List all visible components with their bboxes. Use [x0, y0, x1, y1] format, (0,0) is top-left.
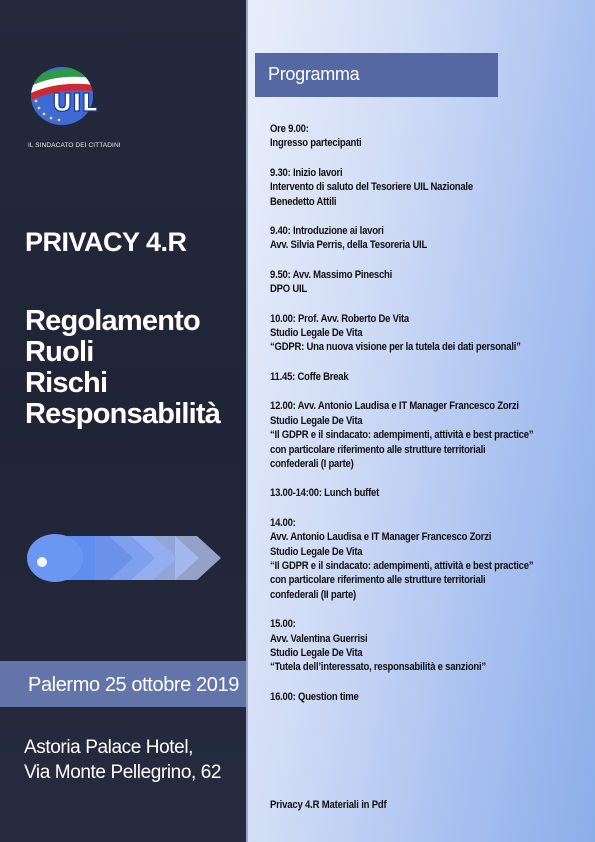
event-subtitle	[25, 306, 220, 430]
schedule-line: Avv. Valentina Guerrisi	[270, 632, 368, 645]
schedule-line: confederali (II parte)	[270, 588, 356, 601]
schedule-line: 16.00: Question time	[270, 690, 359, 703]
schedule-line: 9.30: Inizio lavori	[270, 166, 343, 179]
event-date: Palermo 25 ottobre 2019	[28, 674, 239, 696]
schedule-line: Benedetto Attili	[270, 195, 337, 208]
logo-wordmark: UIL	[52, 88, 98, 117]
venue-line: Astoria Palace Hotel,	[24, 737, 194, 758]
schedule-item	[270, 690, 588, 704]
schedule-line: “Il GDPR e il sindacato: adempimenti, attività e best practice”	[270, 429, 534, 442]
schedule-line: con particolare riferimento alle strutture territoriali	[270, 443, 486, 456]
schedule-line: Ore 9.00:	[270, 123, 309, 135]
materials-link[interactable]: Privacy 4.R Materiali in Pdf	[270, 799, 387, 811]
schedule-line: 14.00:	[270, 516, 296, 529]
subtitle-line: Regolamento	[25, 305, 200, 337]
schedule-item	[270, 312, 588, 355]
schedule-line: 9.50: Avv. Massimo Pineschi	[270, 268, 393, 281]
schedule-item	[270, 224, 588, 253]
schedule-line: 12.00: Avv. Antonio Laudisa e IT Manager Francesco Zorzi	[270, 400, 519, 413]
schedule-line: Studio Legale De Vita	[270, 545, 363, 558]
schedule-line: 15.00:	[270, 618, 296, 631]
event-venue	[24, 735, 221, 785]
schedule-line: Studio Legale De Vita	[270, 327, 363, 340]
schedule-line: DPO UIL	[270, 283, 308, 296]
schedule-line: “GDPR: Una nuova visione per la tutela dei dati personali”	[270, 341, 521, 354]
schedule-line: Avv. Antonio Laudisa e IT Manager Francesco Zorzi	[270, 531, 492, 544]
schedule-item	[270, 617, 588, 675]
logo-tagline: IL SINDACATO DEI CITTADINI	[28, 142, 121, 149]
venue-line: Via Monte Pellegrino, 62	[24, 762, 222, 783]
program-schedule	[270, 122, 588, 719]
subtitle-line: Rischi	[25, 367, 108, 399]
schedule-item	[270, 268, 588, 297]
program-heading: Programma	[268, 64, 360, 84]
schedule-line: Intervento di saluto del Tesoriere UIL Nazionale	[270, 181, 473, 194]
schedule-item	[270, 486, 588, 500]
event-title: PRIVACY 4.R	[25, 227, 187, 257]
schedule-item	[270, 370, 588, 384]
schedule-line: Studio Legale De Vita	[270, 646, 363, 659]
uil-logo	[22, 58, 122, 128]
schedule-line: 10.00: Prof. Avv. Roberto De Vita	[270, 312, 409, 325]
schedule-line: Studio Legale De Vita	[270, 414, 363, 427]
schedule-line: 13.00-14:00: Lunch buffet	[270, 487, 380, 500]
schedule-item	[270, 122, 588, 151]
schedule-line: “Tutela dell’interessato, responsabilità e sanzioni”	[270, 661, 486, 674]
subtitle-line: Ruoli	[25, 336, 94, 368]
schedule-line: 11.45: Coffe Break	[270, 370, 349, 383]
schedule-line: con particolare riferimento alle strutture territoriali	[270, 574, 486, 587]
subtitle-line: Responsabilità	[25, 398, 221, 430]
schedule-item	[270, 166, 588, 209]
schedule-line: Ingresso partecipanti	[270, 137, 362, 150]
schedule-line: confederali (I parte)	[270, 457, 354, 470]
schedule-line: “Il GDPR e il sindacato: adempimenti, attività e best practice”	[270, 559, 534, 572]
key-chain-icon	[25, 528, 225, 588]
schedule-line: 9.40: Introduzione ai lavori	[270, 225, 384, 238]
schedule-line: Avv. Silvia Perris, della Tesoreria UIL	[270, 239, 428, 252]
schedule-item	[270, 399, 588, 471]
schedule-item	[270, 516, 588, 602]
